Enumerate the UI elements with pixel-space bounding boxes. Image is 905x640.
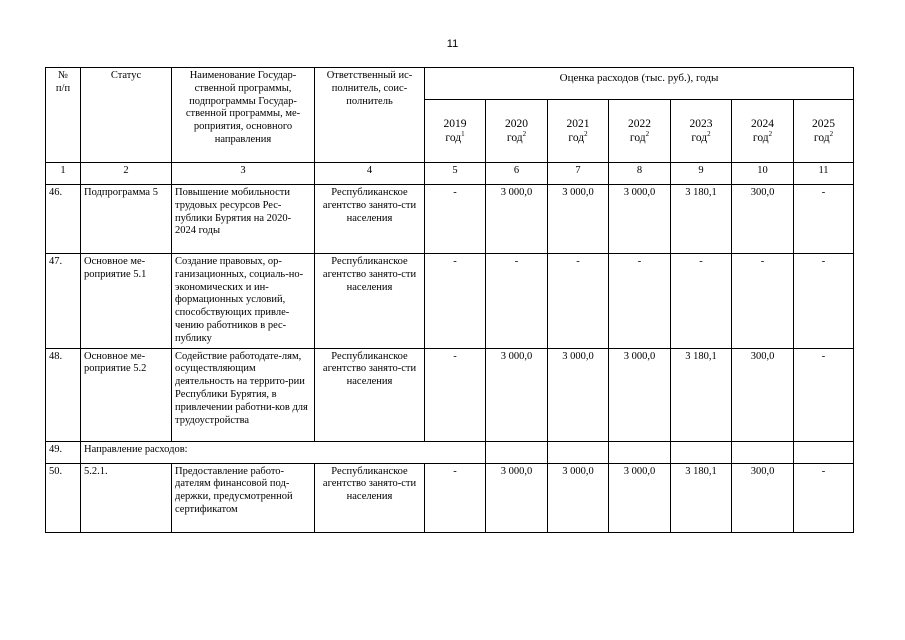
row-executor: Республиканское агентство занято-сти населения xyxy=(315,348,425,441)
header-num: № п/п xyxy=(46,68,81,163)
row-value: 3 000,0 xyxy=(548,185,609,254)
table-row xyxy=(46,185,854,254)
table-row xyxy=(46,254,854,349)
year-header: 2024 год$^2$ xyxy=(732,100,794,163)
column-number: 4 xyxy=(315,163,425,185)
row-number: 47. xyxy=(46,254,81,349)
table-row xyxy=(46,463,854,532)
row-value: 3 000,0 xyxy=(609,185,671,254)
row-status: 5.2.1. xyxy=(81,463,172,532)
empty-cell xyxy=(425,441,486,463)
row-status: Основное ме-роприятие 5.1 xyxy=(81,254,172,349)
row-number: 50. xyxy=(46,463,81,532)
row-value: - xyxy=(794,348,854,441)
empty-cell xyxy=(486,441,548,463)
row-value: - xyxy=(548,254,609,349)
empty-cell xyxy=(671,441,732,463)
page-number: 11 xyxy=(446,38,459,50)
row-value: 3 000,0 xyxy=(486,463,548,532)
header-name: Наименование Государ-ственной программы, подпрограммы Государ-ственной программы, ме-роприятия, основного направления xyxy=(172,68,315,163)
column-number-row xyxy=(46,163,854,185)
row-number: 49. xyxy=(46,441,81,463)
row-value: 3 000,0 xyxy=(486,348,548,441)
column-number: 6 xyxy=(486,163,548,185)
row-value: 3 000,0 xyxy=(486,185,548,254)
row-value: - xyxy=(794,185,854,254)
column-number: 7 xyxy=(548,163,609,185)
row-value: - xyxy=(425,348,486,441)
row-value: 3 180,1 xyxy=(671,185,732,254)
row-value: 3 000,0 xyxy=(548,463,609,532)
column-number: 3 xyxy=(172,163,315,185)
header-row xyxy=(46,68,854,100)
row-value: - xyxy=(732,254,794,349)
row-number: 48. xyxy=(46,348,81,441)
row-value: - xyxy=(794,463,854,532)
empty-cell xyxy=(794,441,854,463)
row-value: - xyxy=(794,254,854,349)
row-status: Подпрограмма 5 xyxy=(81,185,172,254)
row-name: Предоставление работо-дателям финансовой под-держки, предусмотренной сертификатом xyxy=(172,463,315,532)
header-estimate: Оценка расходов (тыс. руб.), годы xyxy=(425,68,854,100)
row-value: - xyxy=(609,254,671,349)
column-number: 1 xyxy=(46,163,81,185)
budget-table xyxy=(45,67,854,533)
row-number: 46. xyxy=(46,185,81,254)
row-value: 300,0 xyxy=(732,348,794,441)
year-header: 2020 год$^2$ xyxy=(486,100,548,163)
column-number: 10 xyxy=(732,163,794,185)
year-header: 2022 год$^2$ xyxy=(609,100,671,163)
row-name: Повышение мобильности трудовых ресурсов Рес-публики Бурятия на 2020-2024 годы xyxy=(172,185,315,254)
year-header: 2019 год$^1$ xyxy=(425,100,486,163)
header-status: Статус xyxy=(81,68,172,163)
row-value: 300,0 xyxy=(732,185,794,254)
row-status: Основное ме-роприятие 5.2 xyxy=(81,348,172,441)
column-number: 9 xyxy=(671,163,732,185)
table-row xyxy=(46,348,854,441)
column-number: 8 xyxy=(609,163,671,185)
row-executor: Республиканское агентство занято-сти населения xyxy=(315,254,425,349)
empty-cell xyxy=(609,441,671,463)
row-value: 300,0 xyxy=(732,463,794,532)
header-executor: Ответственный ис-полнитель, соис-полнитель xyxy=(315,68,425,163)
row-value: 3 000,0 xyxy=(609,463,671,532)
year-header: 2025 год$^2$ xyxy=(794,100,854,163)
row-value: - xyxy=(425,254,486,349)
row-value: - xyxy=(425,463,486,532)
row-value: - xyxy=(425,185,486,254)
column-number: 2 xyxy=(81,163,172,185)
row-name: Создание правовых, ор-ганизационных, социаль-но-экономических и ин-формационных условий, способствующих привле-чению работников в рес-публику xyxy=(172,254,315,349)
row-value: 3 000,0 xyxy=(548,348,609,441)
row-value: - xyxy=(486,254,548,349)
row-value: 3 180,1 xyxy=(671,348,732,441)
column-number: 11 xyxy=(794,163,854,185)
row-value: 3 180,1 xyxy=(671,463,732,532)
year-header: 2021 год$^2$ xyxy=(548,100,609,163)
direction-label: Направление расходов: xyxy=(81,441,425,463)
row-value: 3 000,0 xyxy=(609,348,671,441)
year-header: 2023 год$^2$ xyxy=(671,100,732,163)
row-executor: Республиканское агентство занято-сти населения xyxy=(315,185,425,254)
row-executor: Республиканское агентство занято-сти населения xyxy=(315,463,425,532)
row-value: - xyxy=(671,254,732,349)
direction-row xyxy=(46,441,854,463)
column-number: 5 xyxy=(425,163,486,185)
empty-cell xyxy=(548,441,609,463)
row-name: Содействие работодате-лям, осуществляющим деятельность на террито-рии Республики Бурятия, в привлечении работни-ков для трудоустройства xyxy=(172,348,315,441)
empty-cell xyxy=(732,441,794,463)
